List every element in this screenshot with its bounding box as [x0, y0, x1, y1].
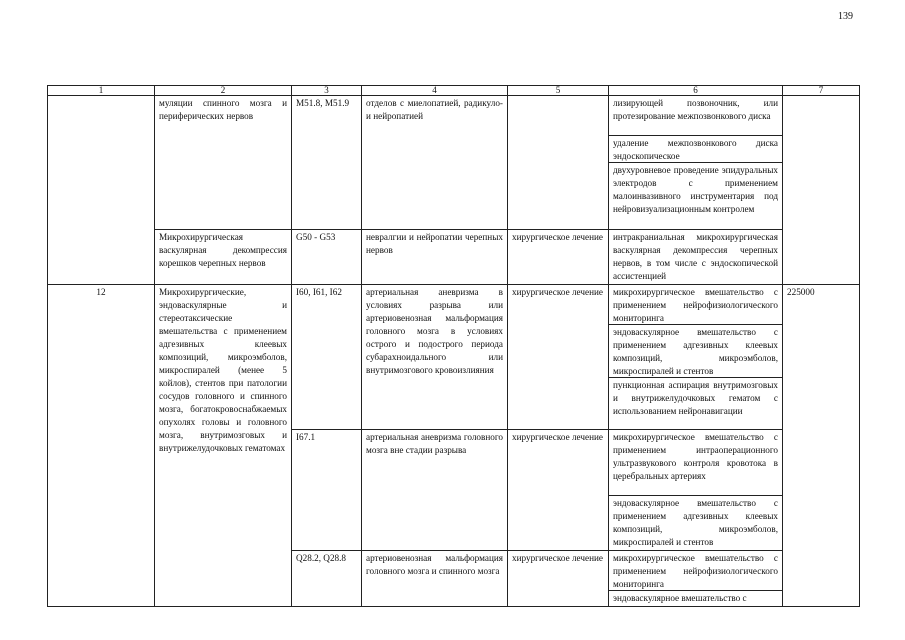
header-cell-1: 1	[48, 86, 155, 96]
cell-method: Микрохирургическая васкулярная декомпрессия корешков черепных нервов	[155, 230, 292, 285]
cell-number-empty	[48, 96, 155, 285]
header-cell-3: 3	[292, 86, 362, 96]
cell-cost: 225000	[783, 285, 860, 607]
services-table	[47, 85, 860, 607]
cell-procedures	[609, 551, 783, 607]
cell-number: 12	[48, 285, 155, 607]
cell-treatment-empty	[508, 96, 609, 230]
procedure-item: лизирующей позвоночник, или протезирование межпозвонкового диска	[613, 98, 778, 121]
procedure-item: микрохирургическое вмешательство с применением интраоперационного ультразвукового контроля кровотока в церебральных артериях	[613, 432, 778, 481]
header-cell-2: 2	[155, 86, 292, 96]
table-row	[48, 230, 860, 285]
header-cell-6: 6	[609, 86, 783, 96]
procedure-item: двухуровневое проведение эпидуральных электродов с применением малоинвазивного инструментария под нейровизуализационным контролем	[609, 162, 782, 217]
cell-icd-codes: Q28.2, Q28.8	[292, 551, 362, 607]
cell-treatment: хирургическое лечение	[508, 230, 609, 285]
procedure-item: микрохирургическое вмешательство с применением нейрофизиологического мониторинга	[613, 287, 778, 323]
cell-procedures	[609, 96, 783, 230]
cell-cost-empty	[783, 96, 860, 285]
cell-icd-codes: G50 - G53	[292, 230, 362, 285]
cell-method: муляции спинного мозга и периферических нервов	[155, 96, 292, 230]
procedure-item: микрохирургическое вмешательство с применением нейрофизиологического мониторинга	[613, 553, 778, 589]
cell-icd-codes: I60, I61, I62	[292, 285, 362, 430]
header-cell-4: 4	[362, 86, 508, 96]
cell-procedures	[609, 430, 783, 551]
cell-treatment: хирургическое лечение	[508, 285, 609, 430]
procedure-item: эндоваскулярное вмешательство с применением адгезивных клеевых композиций, микроэмболов, микроспиралей и стентов	[609, 495, 782, 550]
cell-icd-codes: I67.1	[292, 430, 362, 551]
procedure-item: эндоваскулярное вмешательство с применением адгезивных клеевых композиций, микроэмболов, микроспиралей и стентов	[609, 324, 782, 377]
cell-diagnosis: невралгии и нейропатии черепных нервов	[362, 230, 508, 285]
cell-diagnosis: артериальная аневризма в условиях разрыва или артериовенозная мальформация головного мозга в условиях острого и подострого периода субарахноидального или внутримозгового кровоизлияния	[362, 285, 508, 430]
cell-diagnosis: артериовенозная мальформация головного мозга и спинного мозга	[362, 551, 508, 607]
table-row	[48, 285, 860, 430]
cell-diagnosis: артериальная аневризма головного мозга вне стадии разрыва	[362, 430, 508, 551]
cell-procedures	[609, 285, 783, 430]
header-row	[48, 86, 860, 96]
cell-icd-codes: M51.8, M51.9	[292, 96, 362, 230]
page-number: 139	[838, 11, 853, 22]
procedure-item: пункционная аспирация внутримозговых и внутрижелудочковых гематом с использованием нейронавигации	[609, 377, 782, 419]
cell-procedures: интракраниальная микрохирургическая васкулярная декомпрессия черепных нервов, в том числе с эндоскопической ассистенцией	[609, 230, 783, 285]
cell-method: Микрохирургические, эндоваскулярные и стереотаксические вмешательства с применением адгезивных клеевых композиций, микроэмболов, микроспиралей (менее 5 койлов), стентов при патологии сосудов головного и спинного мозга, богатокровоснабжаемых опухолях головы и головного мозга, внутримозговых и внутрижелудочковых гематомах	[155, 285, 292, 607]
header-cell-5: 5	[508, 86, 609, 96]
procedure-item: эндоваскулярное вмешательство с	[609, 590, 782, 606]
cell-diagnosis: отделов с миелопатией, радикуло- и нейропатией	[362, 96, 508, 230]
procedure-item: удаление межпозвонкового диска эндоскопическое	[609, 135, 782, 162]
header-cell-7: 7	[783, 86, 860, 96]
cell-treatment: хирургическое лечение	[508, 430, 609, 551]
table-row	[48, 96, 860, 230]
cell-treatment: хирургическое лечение	[508, 551, 609, 607]
